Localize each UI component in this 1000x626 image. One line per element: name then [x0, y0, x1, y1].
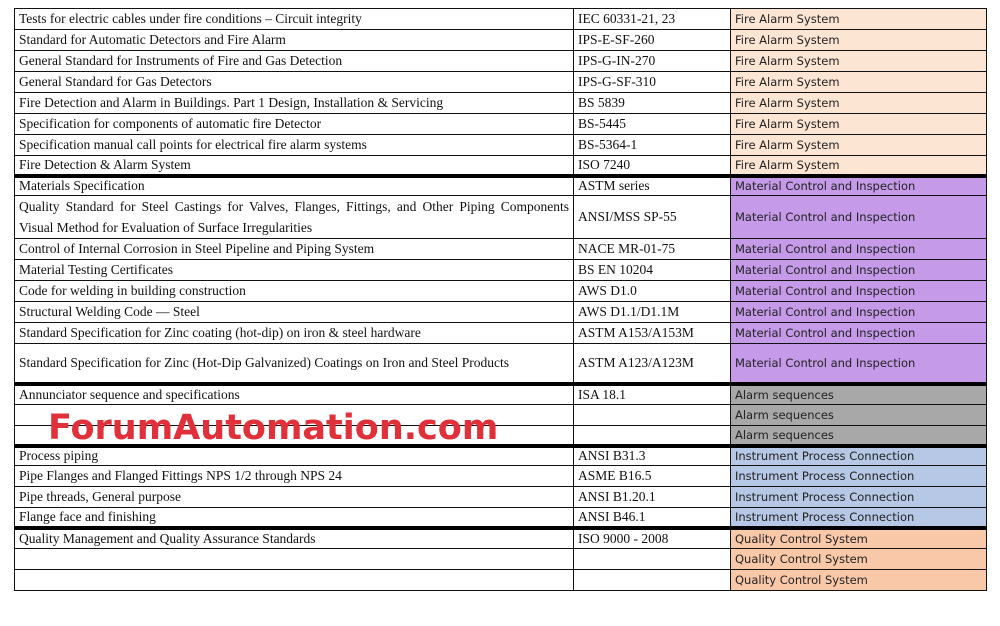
table-row [15, 466, 987, 487]
standard-category-cell: Quality Control System [731, 528, 987, 549]
table-row [15, 570, 987, 591]
standard-code-cell: IPS-E-SF-260 [574, 30, 731, 51]
standard-code-cell [574, 570, 731, 591]
standard-category-cell: Fire Alarm System [731, 156, 987, 176]
standard-category-cell: Alarm sequences [731, 384, 987, 405]
table-row [15, 323, 987, 344]
standard-category-cell: Material Control and Inspection [731, 176, 987, 196]
standard-title-cell: Fire Detection & Alarm System [15, 156, 574, 176]
table-row [15, 508, 987, 528]
standard-title-cell: Material Testing Certificates [15, 260, 574, 281]
standard-category-cell: Material Control and Inspection [731, 344, 987, 384]
standard-title-cell: Pipe threads, General purpose [15, 487, 574, 508]
standard-category-cell: Material Control and Inspection [731, 323, 987, 344]
watermark: ForumAutomation.com [48, 408, 499, 448]
table-row [15, 30, 987, 51]
standard-category-cell: Instrument Process Connection [731, 466, 987, 487]
standard-category-cell: Instrument Process Connection [731, 446, 987, 466]
standard-code-cell: NACE MR-01-75 [574, 239, 731, 260]
table-row [15, 196, 987, 239]
standard-code-cell: ASTM A153/A153M [574, 323, 731, 344]
table-row [15, 114, 987, 135]
standard-code-cell: ANSI B46.1 [574, 508, 731, 528]
standard-code-cell: ASTM A123/A123M [574, 344, 731, 384]
table-row [15, 528, 987, 549]
standard-category-cell: Material Control and Inspection [731, 281, 987, 302]
standard-title-cell: Standard Specification for Zinc coating (hot-dip) on iron & steel hardware [15, 323, 574, 344]
table-row [15, 93, 987, 114]
standard-title-cell: Annunciator sequence and specifications [15, 384, 574, 405]
standard-title-cell: Specification for components of automatic fire Detector [15, 114, 574, 135]
standard-code-cell: ASME B16.5 [574, 466, 731, 487]
standard-title-cell: Flange face and finishing [15, 508, 574, 528]
table-row [15, 72, 987, 93]
standard-title-cell: Standard Specification for Zinc (Hot-Dip Galvanized) Coatings on Iron and Steel Products [15, 344, 574, 384]
table-row [15, 384, 987, 405]
standard-code-cell: ANSI/MSS SP-55 [574, 196, 731, 239]
table-row [15, 281, 987, 302]
standard-title-cell: Quality Management and Quality Assurance Standards [15, 528, 574, 549]
standards-table [14, 8, 987, 591]
table-row [15, 176, 987, 196]
standard-category-cell: Alarm sequences [731, 405, 987, 426]
standard-code-cell: BS 5839 [574, 93, 731, 114]
standard-title-cell [15, 549, 574, 570]
standard-code-cell: ISO 9000 - 2008 [574, 528, 731, 549]
standard-title-cell: Materials Specification [15, 176, 574, 196]
standard-title-cell: Pipe Flanges and Flanged Fittings NPS 1/2 through NPS 24 [15, 466, 574, 487]
standard-code-cell [574, 549, 731, 570]
standard-title-cell: Process piping [15, 446, 574, 466]
standard-title-cell: Control of Internal Corrosion in Steel Pipeline and Piping System [15, 239, 574, 260]
standard-category-cell: Fire Alarm System [731, 135, 987, 156]
standard-code-cell: BS EN 10204 [574, 260, 731, 281]
standard-code-cell: AWS D1.0 [574, 281, 731, 302]
standard-code-cell: ISO 7240 [574, 156, 731, 176]
standard-code-cell: BS-5445 [574, 114, 731, 135]
standard-title-cell: Code for welding in building construction [15, 281, 574, 302]
standard-code-cell: IEC 60331-21, 23 [574, 9, 731, 30]
standard-category-cell: Quality Control System [731, 570, 987, 591]
standard-code-cell [574, 405, 731, 426]
table-row [15, 9, 987, 30]
standard-category-cell: Fire Alarm System [731, 9, 987, 30]
standard-code-cell: IPS-G-IN-270 [574, 51, 731, 72]
standard-title-cell: General Standard for Gas Detectors [15, 72, 574, 93]
table-row [15, 549, 987, 570]
standard-title-cell [15, 570, 574, 591]
standard-code-cell: ASTM series [574, 176, 731, 196]
table-row [15, 487, 987, 508]
table-row [15, 260, 987, 281]
standard-title-cell: Structural Welding Code — Steel [15, 302, 574, 323]
standard-category-cell: Alarm sequences [731, 426, 987, 446]
standard-title-cell: Tests for electric cables under fire conditions – Circuit integrity [15, 9, 574, 30]
standard-code-cell: ANSI B1.20.1 [574, 487, 731, 508]
table-row [15, 51, 987, 72]
standard-category-cell: Fire Alarm System [731, 72, 987, 93]
standard-title-cell: Fire Detection and Alarm in Buildings. Part 1 Design, Installation & Servicing [15, 93, 574, 114]
table-row [15, 239, 987, 260]
standard-category-cell: Instrument Process Connection [731, 508, 987, 528]
standard-category-cell: Fire Alarm System [731, 114, 987, 135]
table-row [15, 302, 987, 323]
table-row [15, 446, 987, 466]
standard-category-cell: Quality Control System [731, 549, 987, 570]
standard-code-cell: BS-5364-1 [574, 135, 731, 156]
standard-code-cell: AWS D1.1/D1.1M [574, 302, 731, 323]
standard-category-cell: Fire Alarm System [731, 93, 987, 114]
standard-code-cell: IPS-G-SF-310 [574, 72, 731, 93]
standard-category-cell: Instrument Process Connection [731, 487, 987, 508]
standard-category-cell: Material Control and Inspection [731, 260, 987, 281]
table-row [15, 156, 987, 176]
standard-category-cell: Fire Alarm System [731, 51, 987, 72]
standard-category-cell: Material Control and Inspection [731, 239, 987, 260]
standard-code-cell: ISA 18.1 [574, 384, 731, 405]
standard-title-cell: General Standard for Instruments of Fire and Gas Detection [15, 51, 574, 72]
standard-title-cell: Standard for Automatic Detectors and Fire Alarm [15, 30, 574, 51]
standard-category-cell: Material Control and Inspection [731, 196, 987, 239]
table-row [15, 344, 987, 384]
standard-code-cell: ANSI B31.3 [574, 446, 731, 466]
standard-code-cell [574, 426, 731, 446]
standard-category-cell: Fire Alarm System [731, 30, 987, 51]
table-row [15, 135, 987, 156]
standard-title-cell: Specification manual call points for electrical fire alarm systems [15, 135, 574, 156]
standard-category-cell: Material Control and Inspection [731, 302, 987, 323]
standard-title-cell: Quality Standard for Steel Castings for Valves, Flanges, Fittings, and Other Piping Components Visual Method for Evaluation of Surface Irregularities [15, 196, 574, 239]
